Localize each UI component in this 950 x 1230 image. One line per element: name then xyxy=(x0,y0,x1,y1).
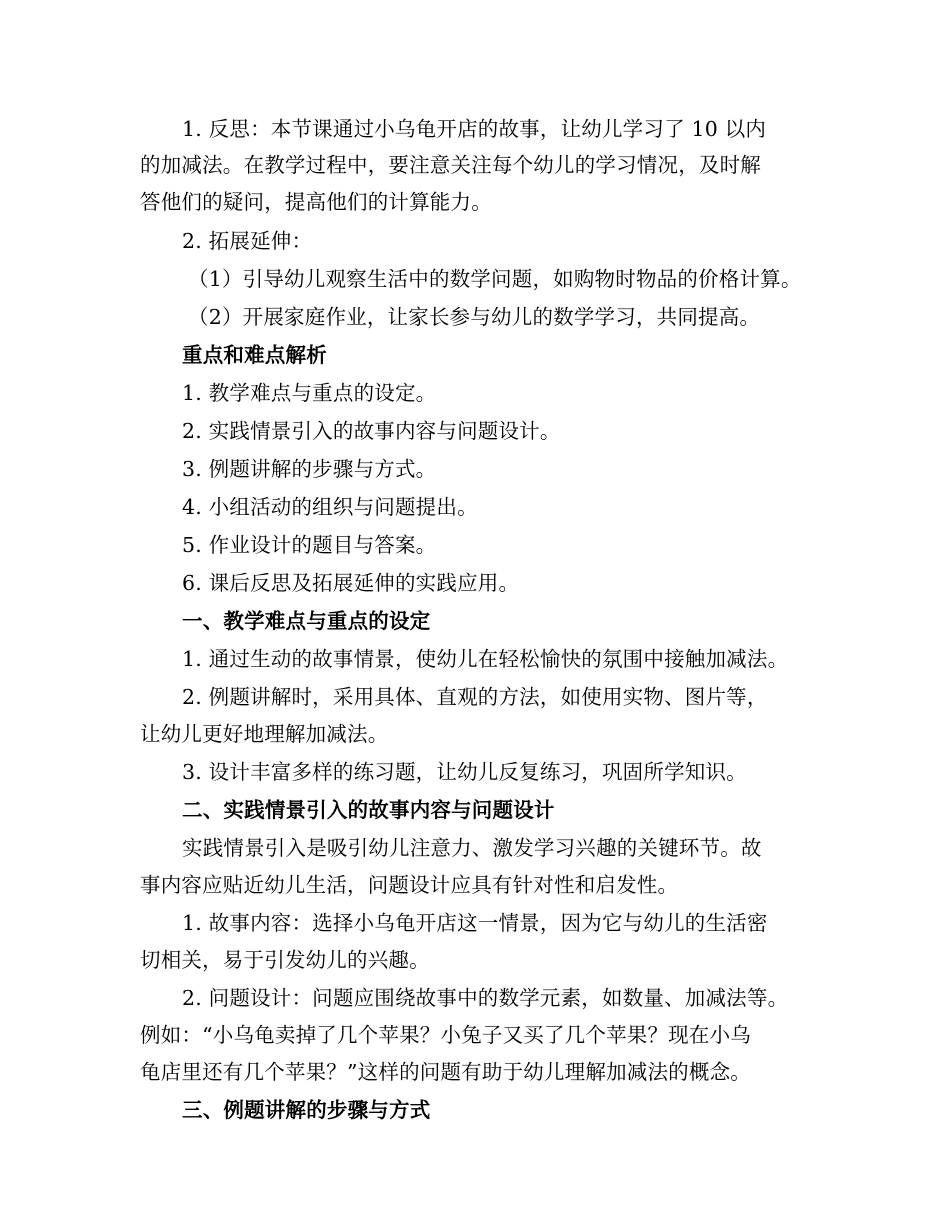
extension-item-2: （2）开展家庭作业，让家长参与幼儿的数学学习，共同提高。 xyxy=(188,305,761,329)
section-2-item-1-line-1: 1. 故事内容：选择小乌龟开店这一情景，因为它与幼儿的生活密 xyxy=(182,911,768,935)
key-point-item-3: 3. 例题讲解的步骤与方式。 xyxy=(182,457,437,481)
section-2-item-2-line-3: 龟店里还有几个苹果？”这样的问题有助于幼儿理解加减法的概念。 xyxy=(140,1060,751,1084)
section-2-intro-line-1: 实践情景引入是吸引幼儿注意力、激发学习兴趣的关键环节。故 xyxy=(182,836,762,860)
key-point-item-1: 1. 教学难点与重点的设定。 xyxy=(182,381,437,405)
reflection-paragraph-line-3: 答他们的疑问，提高他们的计算能力。 xyxy=(140,190,492,214)
key-point-item-4: 4. 小组活动的组织与问题提出。 xyxy=(182,495,478,519)
reflection-paragraph-line-2: 的加减法。在教学过程中，要注意关注每个幼儿的学习情况，及时解 xyxy=(140,153,761,177)
extension-heading: 2. 拓展延伸： xyxy=(182,229,313,253)
section-1-item-2-line-1: 2. 例题讲解时，采用具体、直观的方法，如使用实物、图片等， xyxy=(182,685,768,709)
key-point-item-6: 6. 课后反思及拓展延伸的实践应用。 xyxy=(182,571,520,595)
section-1-heading: 一、教学难点与重点的设定 xyxy=(182,609,431,633)
section-2-intro-line-2: 事内容应贴近幼儿生活，问题设计应具有针对性和启发性。 xyxy=(140,873,679,897)
section-2-item-2-line-1: 2. 问题设计：问题应围绕故事中的数学元素，如数量、加减法等。 xyxy=(182,986,789,1010)
section-1-item-1: 1. 通过生动的故事情景，使幼儿在轻松愉快的氛围中接触加减法。 xyxy=(182,647,789,671)
extension-item-1: （1）引导幼儿观察生活中的数学问题，如购物时物品的价格计算。 xyxy=(188,267,802,291)
key-points-heading: 重点和难点解析 xyxy=(182,343,327,367)
section-2-item-2-line-2: 例如：“小乌龟卖掉了几个苹果？小兔子又买了几个苹果？现在小乌 xyxy=(140,1023,751,1047)
section-3-heading: 三、例题讲解的步骤与方式 xyxy=(182,1098,431,1122)
key-point-item-2: 2. 实践情景引入的故事内容与问题设计。 xyxy=(182,419,561,443)
reflection-paragraph-line-1: 1. 反思：本节课通过小乌龟开店的故事，让幼儿学习了 10 以内 xyxy=(182,117,767,141)
key-point-item-5: 5. 作业设计的题目与答案。 xyxy=(182,533,437,557)
section-2-heading: 二、实践情景引入的故事内容与问题设计 xyxy=(182,798,555,822)
section-2-item-1-line-2: 切相关，易于引发幼儿的兴趣。 xyxy=(140,948,430,972)
section-1-item-3: 3. 设计丰富多样的练习题，让幼儿反复练习，巩固所学知识。 xyxy=(182,760,747,784)
section-1-item-2-line-2: 让幼儿更好地理解加减法。 xyxy=(140,722,389,746)
